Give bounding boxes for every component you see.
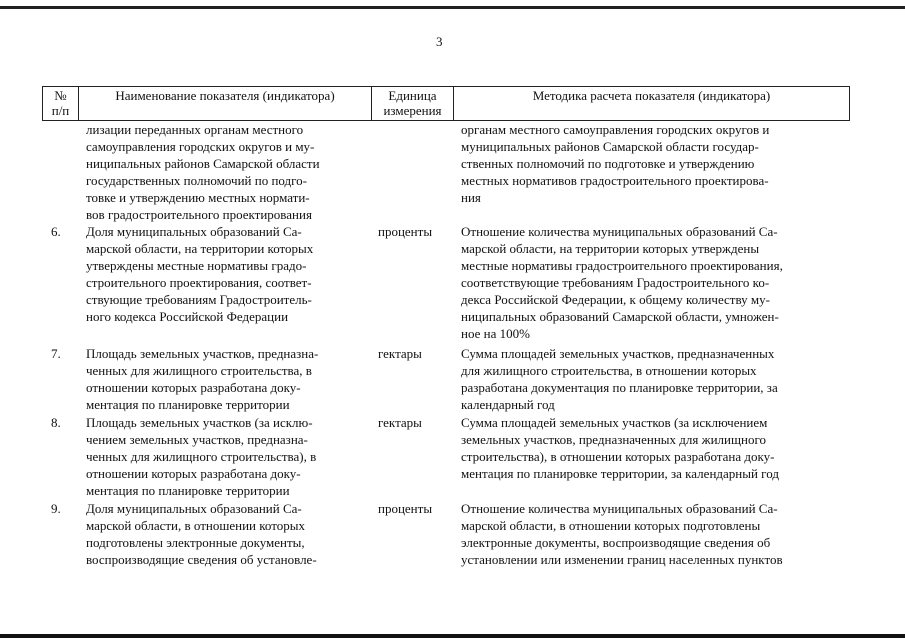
indicator-name (86, 414, 362, 499)
indicator-line: ного кодекса Российской Федерации (86, 309, 289, 324)
method-line: соответствующие требованиям Градостроительного ко- (461, 275, 770, 290)
indicator-line: ченных для жилищного строительства, в (86, 363, 312, 378)
indicator-line: отношении которых разработана доку- (86, 466, 301, 481)
indicator-line: марской области, на территории которых (86, 241, 314, 256)
method-line: Отношение количества муниципальных образований Са- (461, 224, 778, 239)
indicator-line: Доля муниципальных образований Са- (86, 224, 302, 239)
indicator-line: Доля муниципальных образований Са- (86, 501, 302, 516)
indicator-line: воспроизводящие сведения об установле- (86, 552, 317, 567)
method-line: марской области, в отношении которых подготовлены (461, 518, 761, 533)
indicator-name (86, 345, 362, 413)
indicator-line: чением земельных участков, предназна- (86, 432, 308, 447)
indicator-line: утверждены местные нормативы градо- (86, 258, 307, 273)
indicator-line: строительного проектирования, соответ- (86, 275, 312, 290)
method-line: органам местного самоуправления городских округов и (461, 122, 770, 137)
indicator-line: ментация по планировке территории (86, 397, 290, 412)
row-number: 6. (51, 224, 61, 239)
indicator-name (86, 223, 362, 325)
indicator-line: государственных полномочий по подго- (86, 173, 307, 188)
indicator-line: Площадь земельных участков, предназна- (86, 346, 319, 361)
method-text (461, 223, 841, 342)
method-line: Отношение количества муниципальных образований Са- (461, 501, 778, 516)
method-line: электронные документы, воспроизводящие сведения об (461, 535, 771, 550)
header-top-rule (42, 86, 850, 87)
method-line: ниципальных образований Самарской области, умножен- (461, 309, 779, 324)
indicator-name (86, 500, 362, 568)
method-text (461, 500, 841, 568)
unit-label: гектары (378, 415, 422, 430)
unit-label: проценты (378, 224, 433, 239)
indicator-line: ниципальных районов Самарской области (86, 156, 320, 171)
indicator-name (86, 121, 362, 223)
method-line: декса Российской Федерации, к общему количеству му- (461, 292, 770, 307)
indicator-line: самоуправления городских округов и му- (86, 139, 315, 154)
method-text (461, 345, 841, 413)
indicator-line: ментация по планировке территории (86, 483, 290, 498)
indicator-line: марской области, в отношении которых (86, 518, 305, 533)
method-line: ственных полномочий по подготовке и утверждению (461, 156, 755, 171)
header-indicator: Наименование показателя (индикатора) (115, 88, 335, 103)
header-unit-line: Единица (388, 88, 437, 103)
unit-label: проценты (378, 501, 433, 516)
method-line: муниципальных районов Самарской области государ- (461, 139, 759, 154)
row-number: 9. (51, 501, 61, 516)
header-num-line: № (54, 88, 67, 103)
method-line: местные нормативы градостроительного проектирования, (461, 258, 783, 273)
header-num-line: п/п (51, 103, 70, 118)
header-num (43, 88, 78, 118)
method-line: ное на 100% (461, 326, 530, 341)
method-line: разработана документация по планировке территории, за (461, 380, 778, 395)
header-unit-line: измерения (383, 103, 442, 118)
header-unit (372, 88, 453, 118)
method-line: ментация по планировке территории, за календарный год (461, 466, 779, 481)
method-line: календарный год (461, 397, 555, 412)
method-line: для жилищного строительства, в отношении которых (461, 363, 757, 378)
method-line: марской области, на территории которых утверждены (461, 241, 760, 256)
header-divider (849, 86, 850, 121)
method-text (461, 121, 841, 206)
indicator-line: вов градостроительного проектирования (86, 207, 312, 222)
top-border (0, 6, 905, 9)
indicator-line: подготовлены электронные документы, (86, 535, 305, 550)
method-line: строительства), в отношении которых разработана доку- (461, 449, 775, 464)
indicator-line: товке и утверждению местных нормати- (86, 190, 310, 205)
indicator-line: отношении которых разработана доку- (86, 380, 301, 395)
header-method: Методика расчета показателя (индикатора) (532, 88, 771, 103)
indicator-line: Площадь земельных участков (за исклю- (86, 415, 313, 430)
method-line: Сумма площадей земельных участков, предназначенных (461, 346, 775, 361)
indicator-line: лизации переданных органам местного (86, 122, 304, 137)
page-number: 3 (436, 34, 443, 49)
row-number: 7. (51, 346, 61, 361)
method-line: местных нормативов градостроительного проектирова- (461, 173, 769, 188)
indicator-line: ствующие требованиям Градостроитель- (86, 292, 312, 307)
method-line: ния (461, 190, 481, 205)
method-text (461, 414, 841, 482)
indicator-line: ченных для жилищного строительства), в (86, 449, 317, 464)
unit-label: гектары (378, 346, 422, 361)
bottom-border (0, 634, 905, 638)
method-line: земельных участков, предназначенных для жилищного (461, 432, 766, 447)
row-number: 8. (51, 415, 61, 430)
method-line: Сумма площадей земельных участков (за исключением (461, 415, 768, 430)
method-line: установлении или изменении границ населенных пунктов (461, 552, 783, 567)
